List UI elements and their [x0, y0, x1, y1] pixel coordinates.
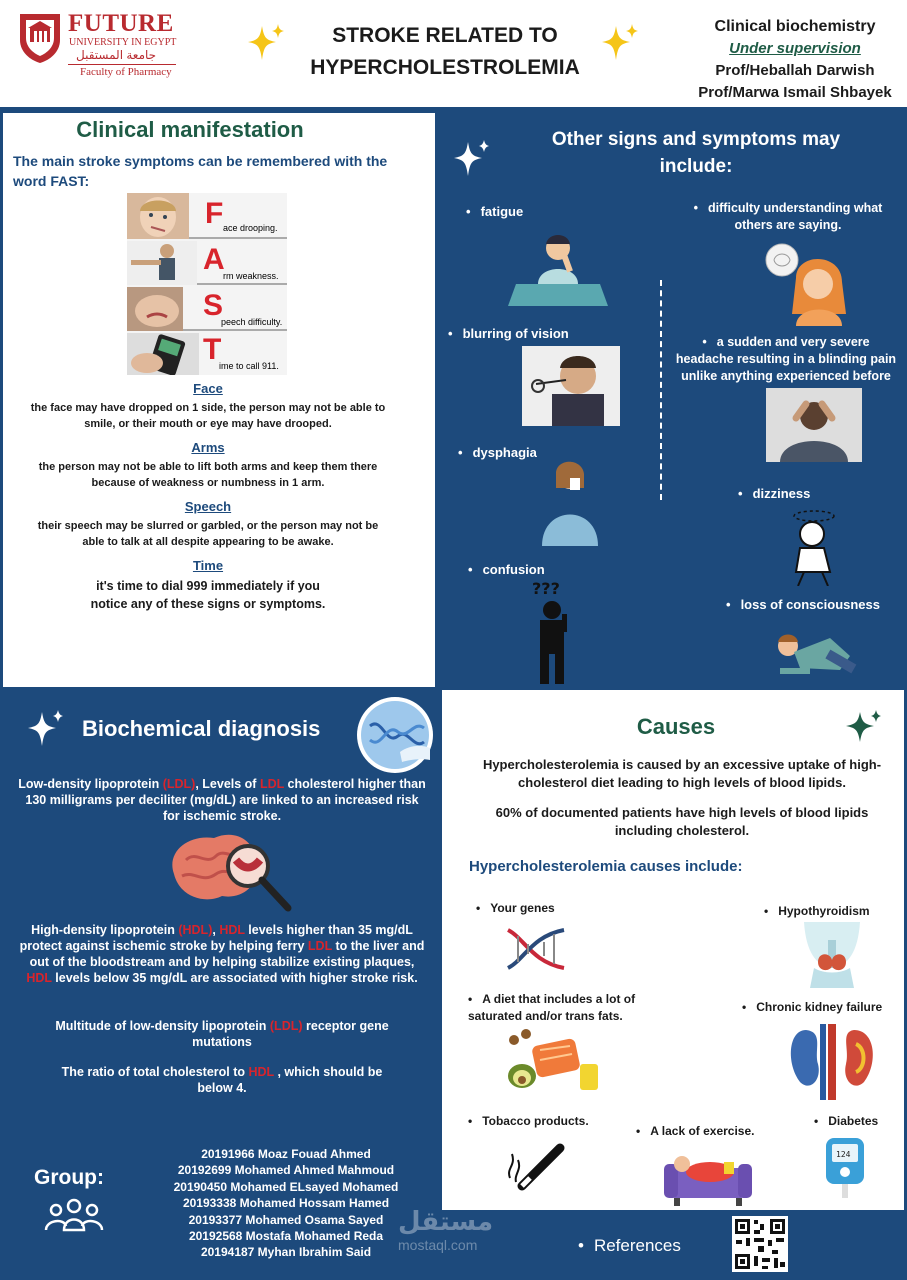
- fainting-image: [770, 616, 858, 686]
- biochem-receptor-text: Multitude of low-density lipoprotein (LDL) receptor gene mutations: [55, 1019, 389, 1049]
- qr-code-icon[interactable]: [732, 1216, 788, 1272]
- university-logo: [16, 10, 186, 80]
- causes-p1: Hypercholesterolemia is caused by an excessive uptake of high-cholesterol diet leading to high levels of blood lipids.: [482, 757, 882, 790]
- member: 20191966 Moaz Fouad Ahmed: [201, 1147, 371, 1161]
- sparkle-icon: [452, 138, 492, 180]
- confusion-image: [528, 578, 574, 686]
- fast-letter-t: T: [203, 333, 222, 366]
- biochem-ldl-text: Low-density lipoprotein (LDL), Levels of LDL cholesterol higher than 130 milligrams per deciliter (mg/dL) are linked to an increased risk for ischemic stroke.: [18, 777, 426, 823]
- speech-text: their speech may be slurred or garbled, or the person may not be able to talk at all despite appearing to be awake.: [37, 520, 379, 548]
- sign-confusion: • confusion: [468, 562, 545, 577]
- cause-diet: • A diet that includes a lot of saturated and/or trans fats.: [468, 991, 658, 1025]
- confused-listener-image: [760, 242, 856, 326]
- thyroid-icon: [796, 922, 868, 988]
- arms-text: the person may not be able to lift both arms and keep them there because of weakness or numbness in 1 arm.: [38, 461, 378, 489]
- sign-difficulty: • difficulty understanding what others are saying.: [682, 200, 894, 234]
- logo-faculty: Faculty of Pharmacy: [80, 66, 172, 78]
- sparkle-icon: [244, 22, 288, 66]
- speech-title: Speech: [184, 499, 232, 514]
- couch-potato-image: [664, 1146, 752, 1206]
- signs-divider: [660, 280, 662, 500]
- sign-consciousness: • loss of consciousness: [726, 597, 880, 612]
- headache-image: [766, 388, 862, 462]
- fast-details: [23, 381, 393, 613]
- kidney-icon: [784, 1024, 880, 1100]
- blurry-vision-image: [522, 346, 620, 426]
- svg-text:???: ???: [532, 579, 560, 598]
- member: 20193377 Mohamed Osama Sayed: [188, 1212, 384, 1227]
- fast-row-arm: [127, 241, 287, 285]
- references-link[interactable]: • References: [578, 1236, 681, 1256]
- clinical-heading: Clinical manifestation: [76, 117, 304, 142]
- cause-diabetes: • Diabetes: [814, 1114, 878, 1128]
- fast-graphic: [127, 193, 287, 375]
- member: 20190450 Mohamed ELsayed Mohamed: [173, 1179, 399, 1194]
- biochem-section: [0, 690, 440, 1280]
- cause-tobacco: • Tobacco products.: [468, 1114, 589, 1128]
- cause-hypothyroidism: • Hypothyroidism: [764, 904, 870, 918]
- causes-heading: Causes: [636, 714, 716, 739]
- cause-kidney: • Chronic kidney failure: [742, 1000, 882, 1014]
- prof-2: Prof/Marwa Ismail Shbayek: [698, 84, 892, 101]
- watermark: [398, 1206, 493, 1253]
- prof-1: Prof/Heballah Darwish: [715, 62, 875, 79]
- biochem-hdl-text: High-density lipoprotein (HDL), HDL levels higher than 35 mg/dL protect against ischemic stroke by helping ferry LDL to the liver and out of the bloodstream and by helping stabilize existing plaques, HDL levels below 35 mg/dL are associated with higher stroke risk.: [19, 923, 425, 985]
- title-line2: HYPERCHOLESTROLEMIA: [310, 56, 580, 79]
- fast-text-speech: peech difficulty.: [221, 317, 283, 327]
- sign-headache: • a sudden and very severe headache resulting in a blinding pain unlike anything experienced before: [672, 334, 900, 385]
- dizziness-image: [782, 508, 846, 586]
- face-drooping-image: [127, 193, 189, 239]
- arms-title: Arms: [191, 440, 225, 455]
- logo-subtitle: UNIVERSITY IN EGYPT: [69, 37, 177, 48]
- fatigue-image: [508, 226, 608, 306]
- fast-row-time: [127, 333, 287, 375]
- member: 20193338 Mohamed Hossam Hamed: [182, 1196, 390, 1211]
- logo-title: FUTURE: [68, 10, 174, 37]
- glucometer-icon: [824, 1136, 866, 1200]
- svg-text:124: 124: [836, 1150, 851, 1159]
- face-title: Face: [193, 381, 223, 396]
- signs-heading: Other signs and symptoms may include:: [551, 129, 841, 177]
- speech-difficulty-image: [127, 287, 183, 331]
- group-icon: [44, 1196, 104, 1232]
- fatty-food-image: [504, 1028, 602, 1096]
- face-text: the face may have dropped on 1 side, the person may not be able to smile, or their mouth or eye may have drooped.: [30, 402, 386, 430]
- biochem-ratio-text: The ratio of total cholesterol to HDL , which should be below 4.: [61, 1065, 383, 1095]
- fast-row-speech: [127, 287, 287, 331]
- fast-text-face: ace drooping.: [223, 223, 278, 233]
- cigarette-icon: [506, 1138, 566, 1194]
- sparkle-icon: [598, 22, 642, 66]
- logo-arabic: جامعة المستقبل: [76, 48, 157, 62]
- sign-dizziness: • dizziness: [738, 486, 810, 501]
- fast-text-time: ime to call 911.: [219, 361, 279, 371]
- biochem-heading: Biochemical diagnosis: [82, 716, 321, 741]
- footer: [398, 1206, 907, 1280]
- sparkle-icon: [844, 708, 884, 746]
- brain-magnifier-image: [166, 830, 298, 914]
- causes-section: [442, 690, 904, 1210]
- cause-genes: • Your genes: [476, 901, 555, 915]
- dna-icon: [504, 922, 568, 974]
- group-members: [136, 1146, 436, 1261]
- sign-fatigue: • fatigue: [466, 204, 523, 219]
- shield-icon: [16, 10, 64, 64]
- fast-text-arm: rm weakness.: [223, 271, 279, 281]
- watermark-arabic: مستقل: [398, 1206, 494, 1236]
- supervision-block: [690, 16, 900, 104]
- fast-letter-a: A: [203, 243, 225, 276]
- dna-hand-image: [356, 696, 434, 774]
- group-label: Group:: [34, 1166, 104, 1189]
- dysphagia-image: [530, 454, 610, 546]
- fast-letter-f: F: [205, 197, 224, 230]
- sign-blur: • blurring of vision: [448, 326, 569, 341]
- cause-exercise: • A lack of exercise.: [636, 1124, 755, 1138]
- time-text: it's time to dial 999 immediately if you notice any of these signs or symptoms.: [90, 579, 326, 611]
- clinical-section: [3, 113, 435, 687]
- time-title: Time: [192, 558, 224, 573]
- fast-letter-s: S: [203, 289, 224, 322]
- member: 20192568 Mostafa Mohamed Reda: [188, 1229, 384, 1244]
- member: 20192699 Mohamed Ahmed Mahmoud: [177, 1163, 395, 1178]
- supervision-label: Under supervision: [729, 40, 861, 57]
- fast-intro: The main stroke symptoms can be remembered with the word FAST:: [13, 153, 388, 189]
- page-title: [290, 20, 600, 84]
- causes-p2: 60% of documented patients have high levels of blood lipids including cholesterol.: [495, 805, 869, 838]
- sign-dysphagia: • dysphagia: [458, 445, 537, 460]
- fast-row-face: [127, 193, 287, 239]
- sparkle-icon: [26, 708, 66, 750]
- phone-image: [127, 333, 199, 375]
- header: [0, 0, 907, 110]
- watermark-url: mostaql.com: [398, 1237, 478, 1253]
- title-line1: STROKE RELATED TO: [332, 24, 558, 47]
- causes-subheading: Hypercholesterolemia causes include:: [469, 858, 743, 875]
- course-name: Clinical biochemistry: [714, 18, 876, 35]
- signs-section: [436, 120, 904, 690]
- member: 20194187 Myhan Ibrahim Said: [200, 1245, 372, 1260]
- arm-weakness-image: [127, 241, 197, 285]
